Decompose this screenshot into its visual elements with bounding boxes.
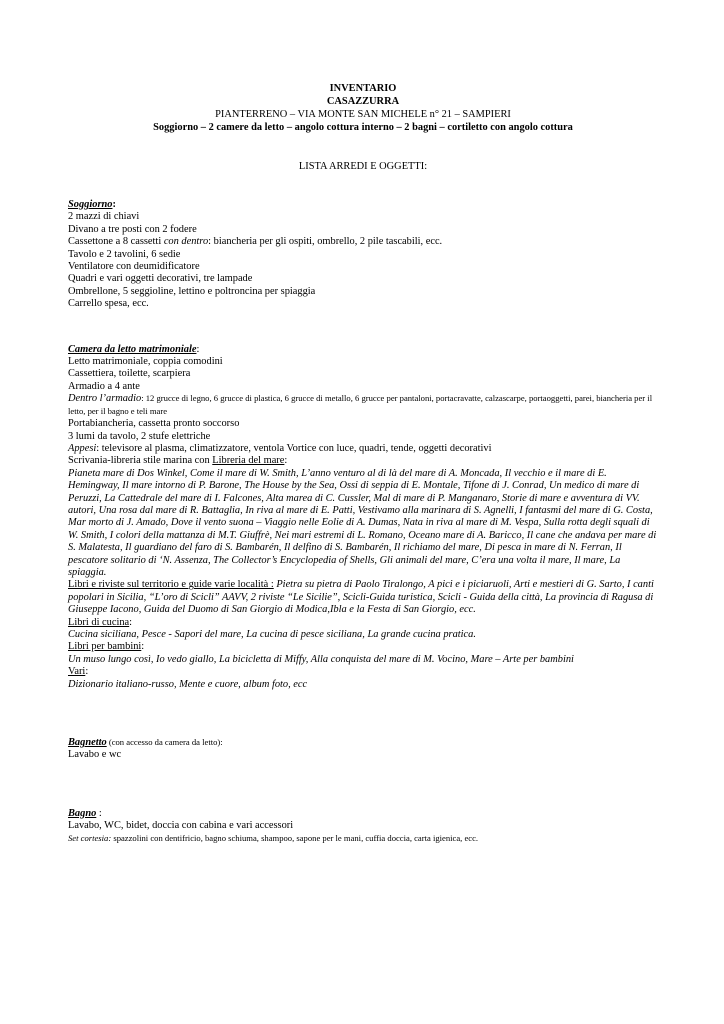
list-item: Letto matrimoniale, coppia comodini — [68, 356, 223, 368]
section-title-bagnetto: Bagnetto — [68, 737, 107, 749]
section-bagno — [68, 808, 658, 845]
list-title: LISTA ARREDI E OGGETTI: — [298, 161, 428, 172]
section-title-soggiorno: Soggiorno — [68, 199, 113, 210]
heading-colon: : — [85, 666, 89, 678]
section-title-bagno: Bagno — [68, 807, 97, 819]
bagnetto-note: (con accesso da camera da letto): — [106, 737, 223, 748]
header-title: INVENTARIO — [329, 83, 397, 94]
list-item: Divano a tre posti con 2 fodere — [68, 223, 197, 235]
list-item: Lavabo, WC, bidet, doccia con cabina e vari accessori — [68, 820, 294, 832]
list-item: Ombrellone, 5 seggioline, lettino e poltroncina per spiaggia — [68, 285, 316, 297]
cassettone-label: Cassettone a 8 cassetti — [68, 236, 164, 248]
list-item: Carrello spesa, ecc. — [68, 298, 149, 310]
list-item: Quadri e vari oggetti decorativi, tre lampade — [68, 273, 253, 285]
set-cortesia-text: spazzolini con dentifricio, bagno schiuma, shampoo, sapone per le mani, cuffia doccia, carta igienica, ecc. — [111, 832, 479, 843]
scrivania-label: Scrivania-libreria stile marina con — [68, 455, 213, 467]
section-title-colon: : — [112, 199, 116, 210]
list-item-cassettone — [68, 236, 658, 248]
libri-cucina-heading: Libri di cucina — [68, 616, 130, 628]
appesi-label: Appesi — [68, 442, 97, 454]
section-soggiorno — [68, 199, 658, 311]
cassettone-contents: : biancheria per gli ospiti, ombrello, 2 pile tascabili, ecc. — [208, 236, 443, 248]
set-cortesia-line — [68, 833, 658, 845]
section-title-colon: : — [96, 807, 102, 819]
appesi-line — [68, 443, 658, 455]
dentro-armadio-text: : 12 grucce di legno, 6 grucce di plastica, 6 grucce di metallo, 6 grucce per pantaloni, portacravatte, calzascarpe, portaoggetti, parei, biancheria per il letto, per il bagno e teli mare — [68, 393, 653, 416]
list-item: Ventilatore con deumidificatore — [68, 261, 200, 273]
section-title-camera: Camera da letto matrimoniale — [68, 343, 197, 355]
heading-colon: : — [141, 641, 145, 653]
libri-cucina-heading-line — [68, 617, 658, 629]
heading-colon: : — [129, 616, 133, 628]
header-description: Soggiorno – 2 camere da letto – angolo cottura interno – 2 bagni – cortiletto con angolo cottura — [153, 122, 573, 133]
dentro-armadio-label: Dentro l’armadio — [68, 393, 142, 405]
list-item: Lavabo e wc — [68, 749, 122, 761]
set-cortesia-label: Set cortesia: — [68, 832, 112, 843]
list-item: Cassettiera, toilette, scarpiera — [68, 368, 191, 380]
document-header — [68, 82, 658, 134]
appesi-text: : televisore al plasma, climatizzatore, ventola Vortice con luce, quadri, tende, oggetti decorativi — [96, 442, 492, 454]
section-camera — [68, 344, 658, 691]
vari-heading-line — [68, 666, 658, 678]
libri-cucina-books: Cucina siciliana, Pesce - Sapori del mare, La cucina di pesce siciliana, La grande cucina pratica. — [68, 629, 476, 640]
vari-heading: Vari — [68, 666, 86, 678]
armadio-contents — [68, 393, 658, 418]
scrivania-colon: : — [284, 455, 288, 467]
libri-territorio-books: Pietra su pietra di Paolo Tiralongo, A pici e i piciaruoli, Arti e mestieri di G. Sarto, I canti popolari in Sicilia, “L’oro di Scicli” AAVV, 2 riviste “Le Sicilie”, Scicli-Guida turistica, Scicli - Guida della città, La provincia di Ragusa di Giuseppe Iacono, Guida del Duomo di San Giorgio di Modica,Ibla e la Festa di San Giorgio, ecc. — [68, 579, 654, 616]
header-property-name: CASAZZURRA — [326, 96, 400, 107]
libri-bambini-heading-line — [68, 641, 658, 653]
vari-books: Dizionario italiano-russo, Mente e cuore, album foto, ecc — [68, 678, 308, 690]
list-item-armadio: Armadio a 4 ante — [68, 380, 140, 392]
section-bagnetto — [68, 737, 658, 762]
libri-territorio — [68, 579, 658, 616]
header-address: PIANTERRENO – VIA MONTE SAN MICHELE n° 21 – SAMPIERI — [215, 109, 511, 120]
libri-territorio-heading: Libri e riviste sul territorio e guide varie località : — [68, 579, 274, 591]
libreria-mare-books: Pianeta mare di Dos Winkel, Come il mare di W. Smith, L’anno venturo al di là del mare di A. Moncada, Il vecchio e il mare di E. Hemingway, Il mare intorno di P. Barone, The House by the Sea, Ossi di seppia di E. Montale, Tifone di J. Conrad, Un medico di mare di Peruzzi, La Cattedrale del mare di I. Falcones, Alta marea di C. Cussler, Mal di mare di P. Manganaro, Storie di mare e avventura di VV. autori, Una rosa dal mare di R. Battaglia, In riva al mare di E. Patti, Vestivamo alla marinara di S. Agnelli, I fantasmi del mare di G. Costa, Mar morto di J. Amado, Dove il vento suona – Viaggio nelle Eolie di A. Dumas, Nata in riva al mare di M. Vespa, Sulla rotta degli squali di W. Smith, I colori della mattanza di M.T. Giuffrè, Nei mari estremi di L. Romano, Oceano mare di A. Baricco, Il cane che andava per mare di S. Malatesta, Il guardiano del faro di S. Bambarén, Il delfino di S. Bambarén, Il richiamo del mare, Di pesca in mare di N. Ferran, Il pescatore solitario di ‘N. Assenza, The Collector’s Encyclopedia of Shells, Gli animali del mare, C’era una volta il mare, Il mare, La spiaggia. — [68, 467, 657, 578]
list-item: Portabiancheria, cassetta pronto soccorso — [68, 418, 240, 430]
document-page — [68, 82, 658, 845]
scrivania-line — [68, 455, 658, 467]
list-item: 3 lumi da tavolo, 2 stufe elettriche — [68, 430, 211, 442]
cassettone-dentro: con dentro — [163, 236, 209, 248]
libreria-del-mare-heading: Libreria del mare — [212, 455, 285, 467]
libri-bambini-books: Un muso lungo così, Io vedo giallo, La bicicletta di Miffy, Alla conquista del mare di M. Vocino, Mare – Arte per bambini — [68, 653, 574, 665]
libri-bambini-heading: Libri per bambini — [68, 641, 142, 653]
list-item: 2 mazzi di chiavi — [68, 211, 140, 223]
list-item: Tavolo e 2 tavolini, 6 sedie — [68, 248, 181, 260]
section-title-colon: : — [196, 343, 200, 355]
